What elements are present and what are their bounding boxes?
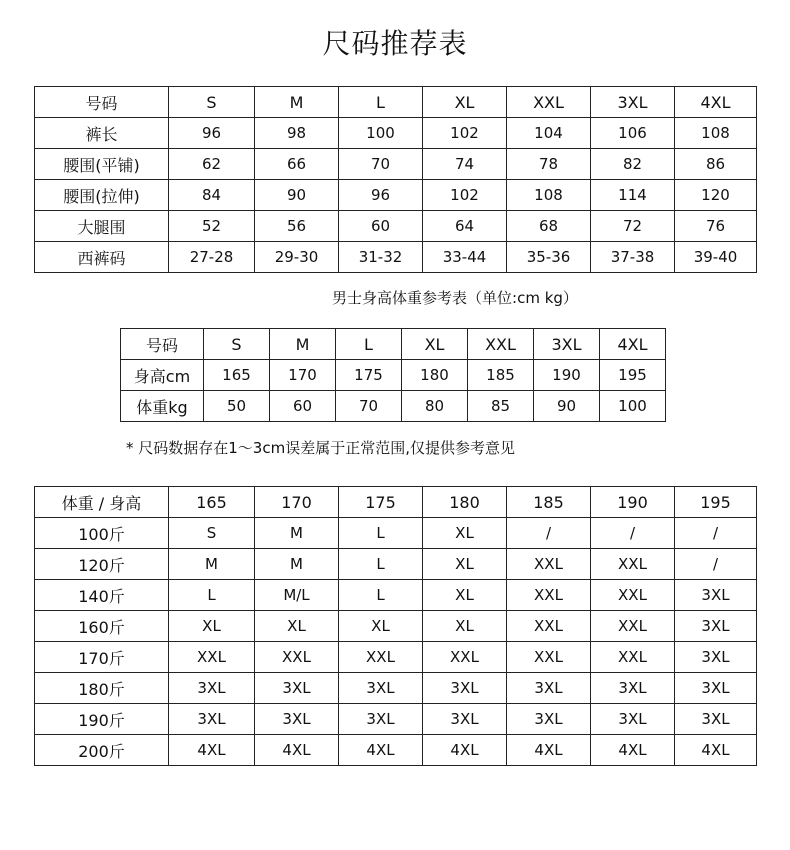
table-cell: 4XL bbox=[507, 735, 591, 766]
table-cell: M bbox=[255, 549, 339, 580]
table-cell: 56 bbox=[255, 211, 339, 242]
header-cell: 185 bbox=[507, 487, 591, 518]
table-cell: 60 bbox=[270, 391, 336, 422]
header-row bbox=[121, 329, 666, 360]
table-cell: XL bbox=[255, 611, 339, 642]
header-cell: S bbox=[169, 87, 255, 118]
header-cell: 3XL bbox=[591, 87, 675, 118]
table-cell: 3XL bbox=[675, 704, 757, 735]
table-cell: 104 bbox=[507, 118, 591, 149]
table-cell: 4XL bbox=[591, 735, 675, 766]
header-cell: 180 bbox=[423, 487, 507, 518]
table-cell: XXL bbox=[591, 611, 675, 642]
table-cell: XXL bbox=[507, 611, 591, 642]
table-cell: 3XL bbox=[423, 673, 507, 704]
table-cell: 3XL bbox=[675, 642, 757, 673]
header-cell: 号码 bbox=[35, 87, 169, 118]
table-cell: 3XL bbox=[675, 580, 757, 611]
table-cell: 3XL bbox=[169, 704, 255, 735]
table-cell: 102 bbox=[423, 118, 507, 149]
header-cell: 4XL bbox=[600, 329, 666, 360]
header-cell: XXL bbox=[468, 329, 534, 360]
table-cell: / bbox=[675, 549, 757, 580]
table-cell: 62 bbox=[169, 149, 255, 180]
table-cell: 180 bbox=[402, 360, 468, 391]
header-cell: 170 bbox=[255, 487, 339, 518]
table-cell: 106 bbox=[591, 118, 675, 149]
header-cell: 号码 bbox=[121, 329, 204, 360]
table-cell: 100 bbox=[600, 391, 666, 422]
header-cell: 3XL bbox=[534, 329, 600, 360]
header-cell: L bbox=[336, 329, 402, 360]
header-cell: L bbox=[339, 87, 423, 118]
table-cell: 60 bbox=[339, 211, 423, 242]
table-cell: 175 bbox=[336, 360, 402, 391]
header-cell: S bbox=[204, 329, 270, 360]
header-cell: M bbox=[255, 87, 339, 118]
table-cell: XXL bbox=[591, 580, 675, 611]
table-cell: XL bbox=[423, 549, 507, 580]
table-cell: 4XL bbox=[675, 735, 757, 766]
table-row bbox=[35, 242, 757, 273]
table-cell: S bbox=[169, 518, 255, 549]
table-cell: 102 bbox=[423, 180, 507, 211]
header-cell: XL bbox=[402, 329, 468, 360]
table-row bbox=[35, 673, 757, 704]
table-cell: 35-36 bbox=[507, 242, 591, 273]
table-row bbox=[121, 391, 666, 422]
recommendation-table bbox=[34, 486, 757, 766]
table-cell: 52 bbox=[169, 211, 255, 242]
table-cell: 31-32 bbox=[339, 242, 423, 273]
height-weight-table bbox=[120, 328, 666, 422]
table-cell: 114 bbox=[591, 180, 675, 211]
header-cell: 4XL bbox=[675, 87, 757, 118]
row-label: 160斤 bbox=[35, 611, 169, 642]
table-cell: 3XL bbox=[675, 611, 757, 642]
table-row bbox=[35, 642, 757, 673]
table-row bbox=[35, 549, 757, 580]
table-cell: M/L bbox=[255, 580, 339, 611]
table-cell: XXL bbox=[591, 642, 675, 673]
table-cell: L bbox=[339, 518, 423, 549]
row-label: 100斤 bbox=[35, 518, 169, 549]
table-cell: 165 bbox=[204, 360, 270, 391]
table-cell: 4XL bbox=[169, 735, 255, 766]
table-row bbox=[35, 518, 757, 549]
table-cell: 74 bbox=[423, 149, 507, 180]
table-cell: 80 bbox=[402, 391, 468, 422]
table-cell: / bbox=[507, 518, 591, 549]
table-cell: XL bbox=[423, 611, 507, 642]
table-cell: 29-30 bbox=[255, 242, 339, 273]
table-cell: 84 bbox=[169, 180, 255, 211]
table-cell: 70 bbox=[339, 149, 423, 180]
table-cell: XXL bbox=[169, 642, 255, 673]
table-row bbox=[35, 580, 757, 611]
table-cell: 3XL bbox=[423, 704, 507, 735]
table-cell: 33-44 bbox=[423, 242, 507, 273]
table-cell: 3XL bbox=[675, 673, 757, 704]
row-label: 大腿围 bbox=[35, 211, 169, 242]
table-cell: 4XL bbox=[255, 735, 339, 766]
row-label: 120斤 bbox=[35, 549, 169, 580]
table-row bbox=[35, 611, 757, 642]
table-cell: 190 bbox=[534, 360, 600, 391]
header-cell: 165 bbox=[169, 487, 255, 518]
table-cell: / bbox=[675, 518, 757, 549]
table-cell: 3XL bbox=[591, 673, 675, 704]
table-cell: L bbox=[339, 580, 423, 611]
row-label: 身高cm bbox=[121, 360, 204, 391]
table-row bbox=[35, 180, 757, 211]
table-cell: 185 bbox=[468, 360, 534, 391]
table-cell: 66 bbox=[255, 149, 339, 180]
header-cell: XL bbox=[423, 87, 507, 118]
header-row bbox=[35, 87, 757, 118]
table-cell: 96 bbox=[339, 180, 423, 211]
row-label: 180斤 bbox=[35, 673, 169, 704]
table-cell: XXL bbox=[255, 642, 339, 673]
table-cell: L bbox=[339, 549, 423, 580]
row-label: 西裤码 bbox=[35, 242, 169, 273]
table-cell: 195 bbox=[600, 360, 666, 391]
table-cell: XL bbox=[423, 580, 507, 611]
table-cell: 76 bbox=[675, 211, 757, 242]
table-cell: L bbox=[169, 580, 255, 611]
table-cell: XXL bbox=[339, 642, 423, 673]
row-label: 体重kg bbox=[121, 391, 204, 422]
table-cell: XL bbox=[169, 611, 255, 642]
table-cell: 170 bbox=[270, 360, 336, 391]
table-row bbox=[121, 360, 666, 391]
table-row bbox=[35, 149, 757, 180]
row-label: 170斤 bbox=[35, 642, 169, 673]
table-cell: XXL bbox=[507, 580, 591, 611]
row-label: 140斤 bbox=[35, 580, 169, 611]
header-cell: XXL bbox=[507, 87, 591, 118]
table-cell: 108 bbox=[507, 180, 591, 211]
table-cell: XL bbox=[339, 611, 423, 642]
table-cell: 100 bbox=[339, 118, 423, 149]
table-cell: 96 bbox=[169, 118, 255, 149]
header-cell: 175 bbox=[339, 487, 423, 518]
table-cell: 3XL bbox=[339, 673, 423, 704]
table-row bbox=[35, 735, 757, 766]
table-cell: 3XL bbox=[169, 673, 255, 704]
height-weight-caption: 男士身高体重参考表（单位:cm kg） bbox=[332, 289, 578, 307]
header-cell: M bbox=[270, 329, 336, 360]
table-cell: 70 bbox=[336, 391, 402, 422]
table-cell: 50 bbox=[204, 391, 270, 422]
table-cell: 108 bbox=[675, 118, 757, 149]
header-cell: 195 bbox=[675, 487, 757, 518]
table-cell: M bbox=[169, 549, 255, 580]
table-cell: 3XL bbox=[339, 704, 423, 735]
row-label: 200斤 bbox=[35, 735, 169, 766]
table-cell: 82 bbox=[591, 149, 675, 180]
table-cell: 27-28 bbox=[169, 242, 255, 273]
header-cell: 190 bbox=[591, 487, 675, 518]
table-row bbox=[35, 118, 757, 149]
header-cell: 体重 / 身高 bbox=[35, 487, 169, 518]
table-cell: 39-40 bbox=[675, 242, 757, 273]
table-cell: 3XL bbox=[591, 704, 675, 735]
table-cell: XXL bbox=[507, 642, 591, 673]
table-cell: 78 bbox=[507, 149, 591, 180]
table-cell: 120 bbox=[675, 180, 757, 211]
row-label: 裤长 bbox=[35, 118, 169, 149]
table-cell: XXL bbox=[423, 642, 507, 673]
table-cell: M bbox=[255, 518, 339, 549]
table-cell: 90 bbox=[534, 391, 600, 422]
table-cell: 4XL bbox=[339, 735, 423, 766]
table-cell: 85 bbox=[468, 391, 534, 422]
table-row bbox=[35, 704, 757, 735]
page-title: 尺码推荐表 bbox=[322, 27, 468, 60]
row-label: 腰围(拉伸) bbox=[35, 180, 169, 211]
table-cell: 3XL bbox=[255, 673, 339, 704]
table-cell: 3XL bbox=[507, 704, 591, 735]
table-cell: XXL bbox=[591, 549, 675, 580]
size-table bbox=[34, 86, 757, 273]
table-cell: XXL bbox=[507, 549, 591, 580]
row-label: 190斤 bbox=[35, 704, 169, 735]
size-note: * 尺码数据存在1～3cm误差属于正常范围,仅提供参考意见 bbox=[126, 439, 515, 457]
table-cell: 3XL bbox=[255, 704, 339, 735]
table-cell: 98 bbox=[255, 118, 339, 149]
table-cell: 90 bbox=[255, 180, 339, 211]
table-cell: 3XL bbox=[507, 673, 591, 704]
table-cell: 86 bbox=[675, 149, 757, 180]
header-row bbox=[35, 487, 757, 518]
table-cell: XL bbox=[423, 518, 507, 549]
table-cell: 64 bbox=[423, 211, 507, 242]
table-cell: 37-38 bbox=[591, 242, 675, 273]
table-cell: / bbox=[591, 518, 675, 549]
table-row bbox=[35, 211, 757, 242]
table-cell: 4XL bbox=[423, 735, 507, 766]
table-cell: 68 bbox=[507, 211, 591, 242]
row-label: 腰围(平铺) bbox=[35, 149, 169, 180]
table-cell: 72 bbox=[591, 211, 675, 242]
